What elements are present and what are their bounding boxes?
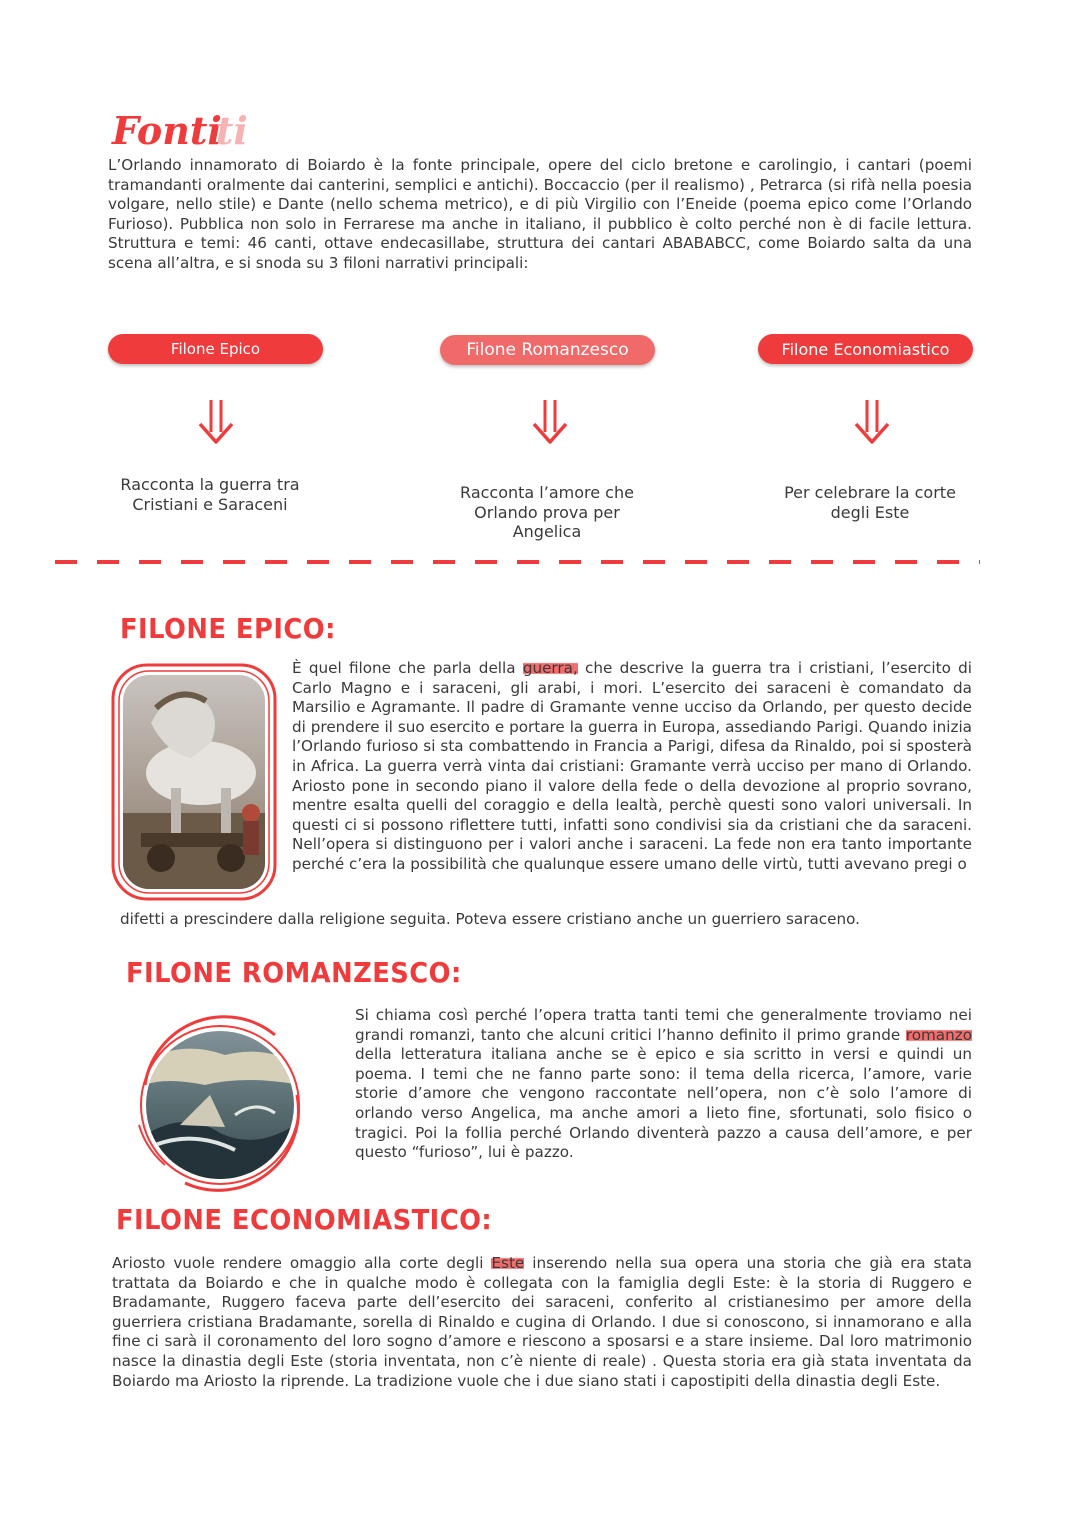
highlight-romanzo: romanzo [905,1025,972,1044]
romanzesco-paragraph: Si chiama così perché l’opera tratta tanti temi che generalmente troviamo nei grandi romanzi, tanto che alcuni critici l’hanno definito il primo grande romanzo della letteratura italiana anche se è epico e sia scritto in versi e quindi un poema. I temi che ne fanno parte sono: il tema della ricerca, l’amore, varie storie d’amore che vengono raccontate nell’opera, non c’è solo l’amore di orlando verso Angelica, ma anche amori a lieto fine, sfortunati, solo fisico o tragici. Poi la follia perché Orlando diventerà pazzo a causa dell’amore, e per questo “furioso”, lui è pazzo. [355,1006,972,1162]
caption-epico: Racconta la guerra tra Cristiani e Saraceni [120,475,300,514]
highlight-guerra: guerra, [522,659,578,677]
double-arrow-down-icon [852,398,892,446]
pill-filone-romanzesco: Filone Romanzesco [440,335,655,365]
pill-filone-economiastico: Filone Economiastico [758,334,973,364]
section-title-economiastico: FILONE ECONOMIASTICO: [116,1203,493,1236]
trojan-horse-image [111,663,277,901]
section-title-epico: FILONE EPICO: [120,612,336,645]
pill-filone-epico: Filone Epico [108,334,323,364]
shipwreck-image [125,1015,315,1195]
epico-paragraph: È quel filone che parla della guerra, che descrive la guerra tra i cristiani, l’esercito di Carlo Magno e i saraceni, gli arabi, i mori. L’esercito dei saraceni è comandato da Marsilio e Agramante. Il padre di Gramante venne ucciso da Orlando, per questo decide di prendere il suo esercito e portare la guerra in Europa, assediando Parigi. Quando inizia l’Orlando furioso si sta combattendo in Francia a Parigi, difesa da Rinaldo, poi si sposterà in Africa. La guerra verrà vinta dai cristiani: Gramante verrà ucciso per mano di Orlando. Ariosto pone in secondo piano il valore della fede o della devozione al proprio sovrano, mentre esalta quelli del coraggio e della lealtà, perchè questi sono valori universali. In questi ci si possono riflettere tutti, infatti sono condivisi sia da cristiani che da saraceni. Nell’opera si distinguono per i valori anche i saraceni. La fede non era tanto importante perché c’era la possibilità che qualunque essere umano delle virtù, tutti avevano pregi o [292,659,972,873]
page-title: Fontiti [112,108,248,153]
caption-economiastico: Per celebrare la corte degli Este [784,483,956,522]
title-shadow: ti [215,108,248,153]
double-arrow-down-icon [530,398,570,446]
epico-paragraph-continued: difetti a prescindere dalla religione seguita. Poteva essere cristiano anche un guerriero saraceno. [120,910,860,928]
dashed-divider [55,559,980,565]
economiastico-paragraph: Ariosto vuole rendere omaggio alla corte degli Este inserendo nella sua opera una storia che già era stata trattata da Boiardo e che in qualche modo è collegata con la famiglia degli Este: è la storia di Ruggero e Bradamante, Ruggero faceva parte dell’esercito dei saraceni, conferito al cristianesimo per amore della guerriera cristiana Bradamante, sorella di Rinaldo e cugina di Orlando. I due si conoscono, si innamorano e alla fine ci sarà il coronamento del loro sogno d’amore e riescono a sposarsi e a stare insieme. Dal loro matrimonio nasce la dinastia degli Este (storia inventata, non c’è niente di reale) . Questa storia era già stata inventata da Boiardo ma Ariosto la riprende. La tradizione vuole che i due siano stati i capostipiti della dinastia degli Este. [112,1254,972,1390]
section-title-romanzesco: FILONE ROMANZESCO: [126,956,462,989]
caption-romanzesco: Racconta l’amore che Orlando prova per Angelica [460,483,634,541]
double-arrow-down-icon [196,398,236,446]
highlight-este: Este [491,1254,525,1272]
fonti-paragraph: L’Orlando innamorato di Boiardo è la fonte principale, opere del ciclo bretone e carolingio, i cantari (poemi tramandanti oralmente dai canterini, semplici e antichi). Boccaccio (per il realismo) , Petrarca (si rifà nella poesia volgare, nello stile) e Dante (nello schema metrico), e di più Virgilio con l’Eneide (poema epico come l’Orlando Furioso). Pubblica non solo in Ferrarese ma anche in italiano, il pubblico è colto perché non è di facile lettura. Struttura e temi: 46 canti, ottave endecasillabe, struttura dei cantari ABABABCC, come Boiardo salta da una scena all’altra, e si snoda su 3 filoni narrativi principali: [108,156,972,272]
